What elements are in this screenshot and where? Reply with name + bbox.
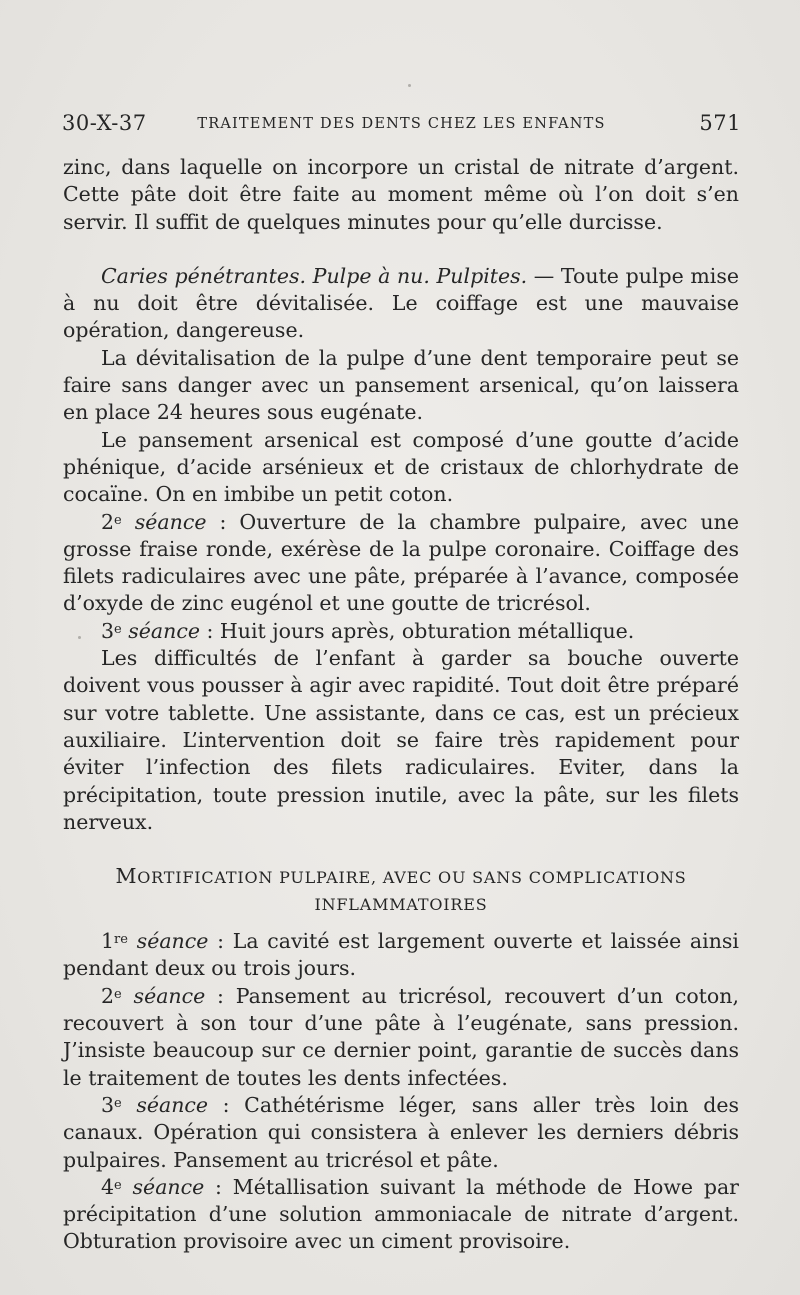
seance-ordinal: e <box>114 512 122 528</box>
paragraph-seance-3 <box>63 618 739 645</box>
seance-number: 2 <box>101 509 115 534</box>
section-heading <box>63 863 739 918</box>
seance-ordinal: e <box>114 1095 122 1111</box>
seance-text: : Ouverture de la chambre pulpaire, avec une grosse fraise ronde, exérèse de la pulpe coronaire. Coiffage des filets radiculaires avec une pâte, préparée à l’avance, composée d’oxyde de zinc eugénol et une goutte de tricrésol. <box>63 509 739 616</box>
seance-number: 1 <box>101 929 115 954</box>
seance-ordinal: e <box>114 621 122 637</box>
paper-speck <box>408 84 411 87</box>
paragraph-continuation: zinc, dans laquelle on incorpore un cristal de nitrate d’argent. Cette pâte doit être faite au moment même où l’on doit s’en servir. Il suffit de quelques minutes pour qu’elle durcisse. <box>63 155 739 234</box>
seance-label: séance <box>121 1092 209 1117</box>
seance-label: séance <box>121 1174 205 1199</box>
section-heading-initial: M <box>115 864 138 889</box>
seance-ordinal: e <box>114 1177 122 1193</box>
caries-text: — Toute pulpe mise à nu doit être dévitalisée. Le coiffage est une mauvaise opération, dangereuse. <box>63 263 739 343</box>
paragraph-mortif-seance-2 <box>63 983 739 1092</box>
seance-number: 3 <box>101 1092 115 1117</box>
seance-label: séance <box>121 983 206 1008</box>
seance-number: 2 <box>101 983 115 1008</box>
paragraph-devitalisation: La dévitalisation de la pulpe d’une dent temporaire peut se faire sans danger avec un pansement arsenical, qu’on laissera en place 24 heures sous eugénate. <box>63 345 739 425</box>
section-heading-rest: ORTIFICATION PULPAIRE, AVEC OU SANS COMPLICATIONS <box>137 868 687 888</box>
header-title: TRAITEMENT DES DENTS CHEZ LES ENFANTS <box>197 116 606 132</box>
seance-number: 4 <box>101 1174 115 1199</box>
seance-label: séance <box>121 618 200 643</box>
paper-speck <box>78 636 81 639</box>
section-heading-line2: INFLAMMATOIRES <box>314 895 488 915</box>
section-heading-line1 <box>63 863 739 891</box>
paragraph-difficultes: Les difficultés de l’enfant à garder sa bouche ouverte doivent vous pousser à agir avec rapidité. Tout doit être préparé sur votre tablette. Une assistante, dans ce cas, est un précieux auxiliaire. L’intervention doit se faire très rapidement pour éviter l’infection des filets radiculaires. Eviter, dans la précipitation, toute pression inutile, avec la pâte, sur les filets nerveux. <box>63 646 739 834</box>
seance-label: séance <box>121 509 207 534</box>
paragraph-pansement: Le pansement arsenical est composé d’une goutte d’acide phénique, d’acide arsénieux et de cristaux de chlorhydrate de cocaïne. On en imbibe un petit coton. <box>63 427 739 507</box>
seance-text: : La cavité est largement ouverte et laissée ainsi pendant deux ou trois jours. <box>63 929 739 981</box>
caries-heading: Caries pénétrantes. Pulpe à nu. Pulpites. <box>101 263 528 288</box>
header-date: 30-X-37 <box>62 111 147 135</box>
paragraph-mortif-seance-4 <box>63 1174 739 1256</box>
seance-ordinal: re <box>114 932 128 948</box>
seance-text: : Cathétérisme léger, sans aller très loin des canaux. Opération qui consistera à enlever les derniers débris pulpaires. Pansement au tricrésol et pâte. <box>63 1092 739 1172</box>
page-body <box>63 154 739 1256</box>
paragraph-mortif-seance-1 <box>63 928 739 983</box>
seance-label: séance <box>127 929 209 954</box>
seance-text: : Pansement au tricrésol, recouvert d’un coton, recouvert à son tour d’une pâte à l’eugénate, sans pression. J’insiste beaucoup sur ce dernier point, garantie de succès dans le traitement de toutes les dents infectées. <box>63 983 739 1090</box>
seance-ordinal: e <box>114 986 122 1002</box>
seance-number: 3 <box>101 618 115 643</box>
running-header <box>62 111 741 141</box>
paragraph-caries <box>63 263 739 345</box>
page-number: 571 <box>699 111 741 135</box>
seance-text: : Métallisation suivant la méthode de Howe par précipitation d’une solution ammoniacale de nitrate d’argent. Obturation provisoire avec un ciment provisoire. <box>63 1174 739 1254</box>
paragraph-mortif-seance-3 <box>63 1092 739 1174</box>
paragraph-seance-2 <box>63 509 739 618</box>
seance-text: : Huit jours après, obturation métallique. <box>199 618 635 643</box>
